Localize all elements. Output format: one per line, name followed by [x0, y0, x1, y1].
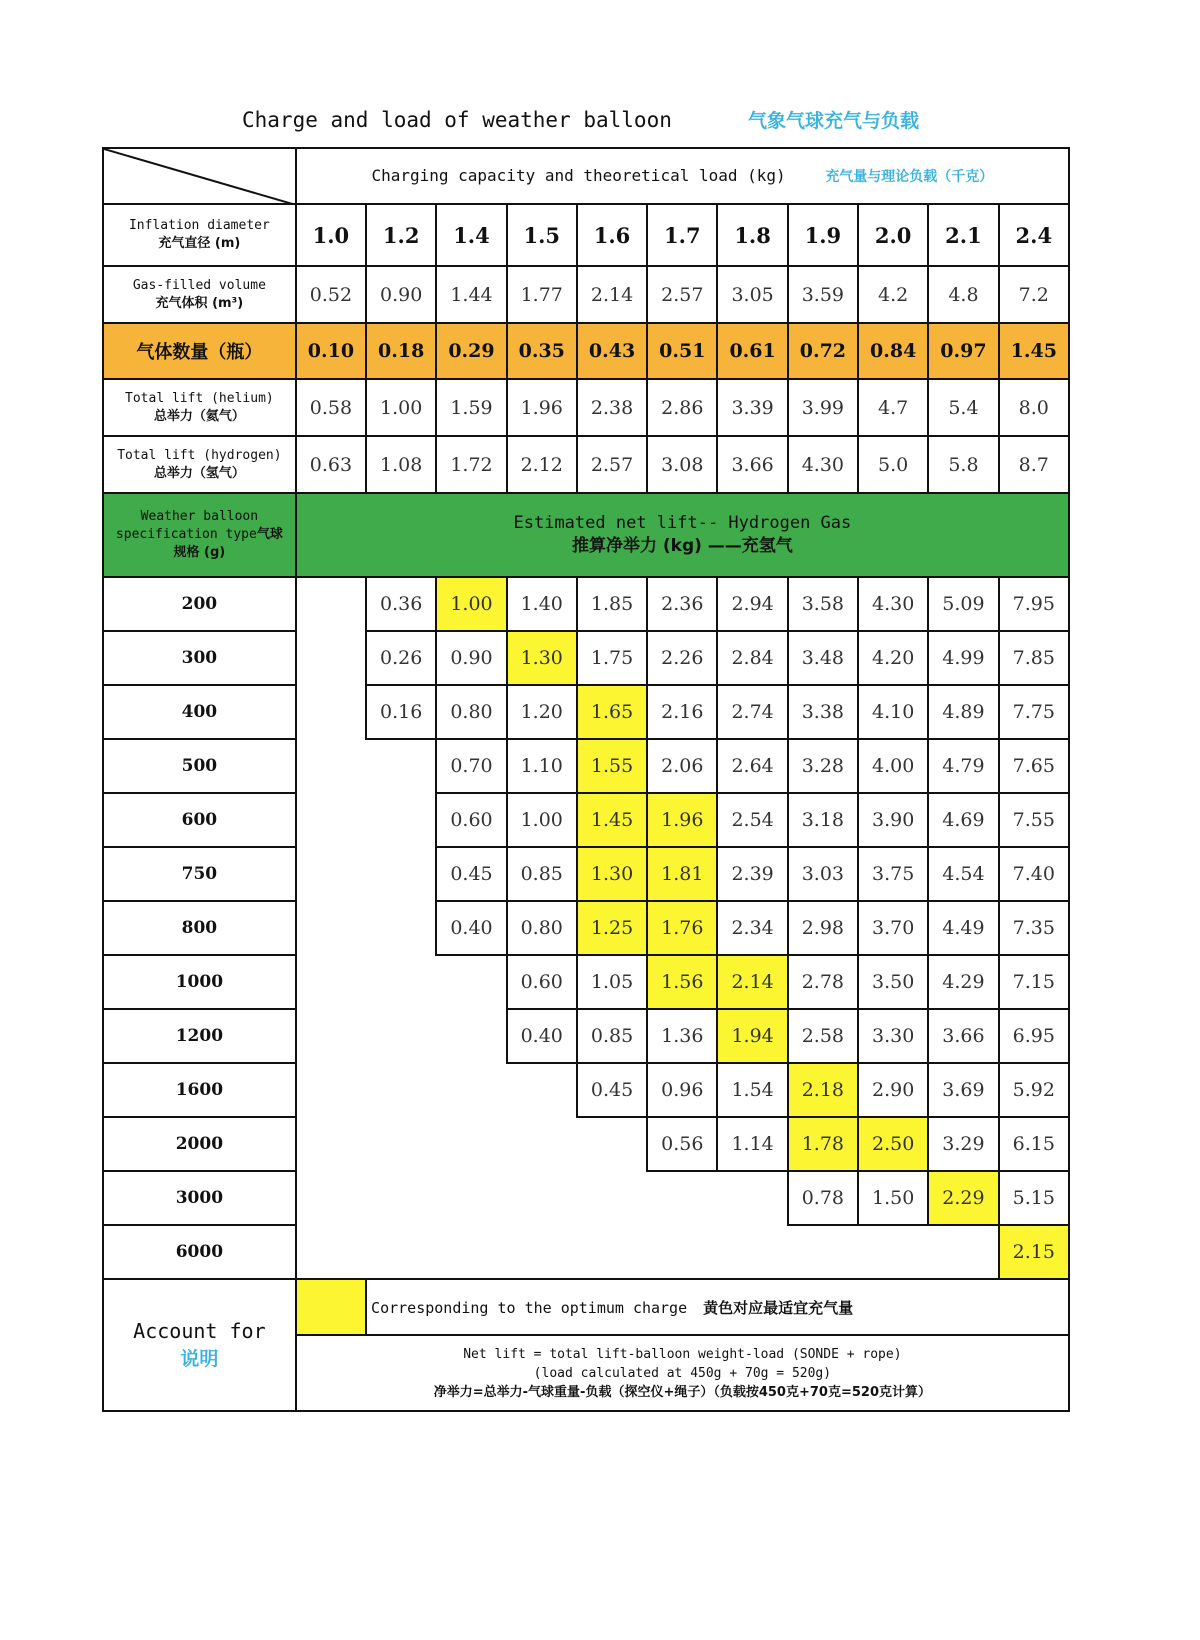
legend-text-en: Corresponding to the optimum charge	[371, 1298, 688, 1317]
net-lift-value: 2.90	[858, 1063, 928, 1117]
diameter-label-en: Inflation diameter	[128, 218, 270, 233]
helium-label-en: Total lift (helium)	[125, 390, 274, 406]
diameter-value: 1.9	[788, 204, 858, 266]
empty-cell	[507, 1225, 577, 1279]
diameter-row	[103, 204, 1069, 266]
empty-cell	[858, 1225, 928, 1279]
net-lift-value: 4.49	[928, 901, 998, 955]
net-lift-optimum-value: 2.50	[858, 1117, 928, 1171]
net-lift-value: 3.29	[928, 1117, 998, 1171]
net-lift-value: 7.40	[999, 847, 1069, 901]
balloon-weight: 600	[103, 793, 296, 847]
balloon-weight: 400	[103, 685, 296, 739]
bottles-value: 0.43	[577, 323, 647, 379]
net-lift-value: 3.38	[788, 685, 858, 739]
spec-header-row	[103, 493, 1069, 577]
net-lift-value: 7.95	[999, 577, 1069, 631]
net-lift-value: 4.30	[858, 577, 928, 631]
net-lift-value: 1.14	[717, 1117, 787, 1171]
net-lift-value: 3.90	[858, 793, 928, 847]
net-lift-value: 4.79	[928, 739, 998, 793]
title-row	[0, 102, 1200, 142]
empty-cell	[366, 793, 436, 847]
net-lift-value: 0.16	[366, 685, 436, 739]
net-lift-value: 3.58	[788, 577, 858, 631]
empty-cell	[436, 1117, 506, 1171]
net-lift-value: 2.54	[717, 793, 787, 847]
empty-cell	[717, 1171, 787, 1225]
helium-value: 8.0	[999, 379, 1069, 436]
diameter-value: 1.5	[507, 204, 577, 266]
balloon-weight: 6000	[103, 1225, 296, 1279]
empty-cell	[296, 955, 366, 1009]
balloon-weight: 200	[103, 577, 296, 631]
net-lift-value: 1.20	[507, 685, 577, 739]
net-lift-value: 1.10	[507, 739, 577, 793]
net-lift-optimum-value: 1.76	[647, 901, 717, 955]
bottles-value: 0.84	[858, 323, 928, 379]
capacity-header-en: Charging capacity and theoretical load (kg)	[371, 166, 786, 185]
net-lift-optimum-value: 1.56	[647, 955, 717, 1009]
balloon-weight: 750	[103, 847, 296, 901]
net-lift-value: 2.64	[717, 739, 787, 793]
net-lift-value: 2.26	[647, 631, 717, 685]
balloon-weight: 300	[103, 631, 296, 685]
bottles-value: 0.51	[647, 323, 717, 379]
empty-cell	[296, 1009, 366, 1063]
net-lift-note	[296, 1335, 1069, 1411]
net-lift-value: 3.28	[788, 739, 858, 793]
spec-label-zh-inline: 气球	[256, 527, 283, 542]
balloon-weight: 1000	[103, 955, 296, 1009]
net-lift-optimum-value: 1.55	[577, 739, 647, 793]
net-lift-optimum-value: 1.00	[436, 577, 506, 631]
net-lift-value: 0.26	[366, 631, 436, 685]
helium-value: 3.39	[717, 379, 787, 436]
hydrogen-label	[103, 436, 296, 493]
net-lift-value: 0.85	[577, 1009, 647, 1063]
hydrogen-value: 5.0	[858, 436, 928, 493]
net-lift-optimum-value: 2.18	[788, 1063, 858, 1117]
net-lift-optimum-value: 1.94	[717, 1009, 787, 1063]
net-lift-value: 1.00	[507, 793, 577, 847]
empty-cell	[366, 1063, 436, 1117]
diameter-value: 1.2	[366, 204, 436, 266]
empty-cell	[296, 1117, 366, 1171]
bottles-value: 0.72	[788, 323, 858, 379]
balloon-weight: 1600	[103, 1063, 296, 1117]
empty-cell	[366, 901, 436, 955]
table-body	[103, 148, 1069, 1411]
balloon-weight: 2000	[103, 1117, 296, 1171]
empty-cell	[577, 1117, 647, 1171]
capacity-header	[296, 148, 1069, 204]
net-lift-row	[103, 631, 1069, 685]
net-lift-value: 4.69	[928, 793, 998, 847]
volume-label-zh: 充气体积 (m³)	[155, 295, 244, 311]
net-lift-value: 3.48	[788, 631, 858, 685]
net-lift-value: 2.84	[717, 631, 787, 685]
volume-value: 3.59	[788, 266, 858, 323]
bottles-value: 0.10	[296, 323, 366, 379]
net-lift-value: 4.00	[858, 739, 928, 793]
diameter-label	[103, 204, 296, 266]
net-lift-optimum-value: 2.14	[717, 955, 787, 1009]
net-lift-value: 0.45	[436, 847, 506, 901]
net-lift-value: 0.40	[436, 901, 506, 955]
helium-value: 3.99	[788, 379, 858, 436]
empty-cell	[436, 1225, 506, 1279]
hydrogen-value: 8.7	[999, 436, 1069, 493]
helium-value: 1.59	[436, 379, 506, 436]
hydrogen-value: 1.72	[436, 436, 506, 493]
helium-value: 2.86	[647, 379, 717, 436]
legend-text	[366, 1279, 1069, 1335]
empty-cell	[647, 1225, 717, 1279]
net-lift-value: 2.78	[788, 955, 858, 1009]
balloon-weight: 800	[103, 901, 296, 955]
net-lift-value: 0.85	[507, 847, 577, 901]
hydrogen-value: 3.08	[647, 436, 717, 493]
balloon-weight: 500	[103, 739, 296, 793]
diameter-label-zh: 充气直径 (m)	[158, 236, 241, 251]
balloon-weight: 3000	[103, 1171, 296, 1225]
page-title: Charge and load of weather balloon	[242, 108, 672, 132]
net-lift-optimum-value: 1.65	[577, 685, 647, 739]
volume-value: 7.2	[999, 266, 1069, 323]
hydrogen-value: 1.08	[366, 436, 436, 493]
empty-cell	[507, 1171, 577, 1225]
net-lift-row	[103, 1063, 1069, 1117]
empty-cell	[296, 1063, 366, 1117]
bottles-value: 0.35	[507, 323, 577, 379]
net-lift-value: 3.30	[858, 1009, 928, 1063]
empty-cell	[577, 1225, 647, 1279]
hydrogen-value: 2.57	[577, 436, 647, 493]
diameter-value: 1.8	[717, 204, 787, 266]
account-label-zh: 说明	[180, 1348, 219, 1370]
capacity-header-zh: 充气量与理论负载（千克）	[825, 169, 994, 185]
net-lift-value: 0.40	[507, 1009, 577, 1063]
net-lift-row	[103, 739, 1069, 793]
net-lift-row	[103, 1117, 1069, 1171]
net-lift-optimum-value: 1.96	[647, 793, 717, 847]
net-lift-optimum-value: 2.15	[999, 1225, 1069, 1279]
helium-label	[103, 379, 296, 436]
helium-value: 2.38	[577, 379, 647, 436]
empty-cell	[296, 1171, 366, 1225]
spec-label-en: Weather balloon specification type	[115, 509, 259, 542]
diagonal-line-icon	[104, 149, 296, 204]
empty-cell	[366, 1117, 436, 1171]
diameter-value: 1.7	[647, 204, 717, 266]
helium-row	[103, 379, 1069, 436]
net-lift-value: 0.78	[788, 1171, 858, 1225]
empty-cell	[366, 1225, 436, 1279]
net-lift-value: 5.92	[999, 1063, 1069, 1117]
spec-label-zh: 规格 (g)	[173, 545, 226, 560]
empty-cell	[507, 1117, 577, 1171]
net-lift-value: 0.45	[577, 1063, 647, 1117]
net-lift-value: 3.50	[858, 955, 928, 1009]
net-lift-row	[103, 685, 1069, 739]
empty-cell	[436, 955, 506, 1009]
helium-value: 0.58	[296, 379, 366, 436]
account-label	[103, 1279, 296, 1411]
net-lift-value: 7.15	[999, 955, 1069, 1009]
net-lift-value: 4.29	[928, 955, 998, 1009]
volume-row	[103, 266, 1069, 323]
net-lift-value: 2.16	[647, 685, 717, 739]
net-lift-value: 6.95	[999, 1009, 1069, 1063]
net-lift-value: 0.80	[507, 901, 577, 955]
net-lift-value: 2.36	[647, 577, 717, 631]
volume-label-en: Gas-filled volume	[132, 277, 266, 293]
spec-label	[103, 493, 296, 577]
net-lift-value: 1.85	[577, 577, 647, 631]
empty-cell	[296, 901, 366, 955]
header-row	[103, 148, 1069, 204]
note-line-2: (load calculated at 450g + 70g = 520g)	[533, 1365, 832, 1381]
net-lift-header	[296, 493, 1069, 577]
empty-cell	[296, 631, 366, 685]
volume-value: 1.44	[436, 266, 506, 323]
empty-cell	[296, 739, 366, 793]
net-lift-value: 7.35	[999, 901, 1069, 955]
net-lift-value: 7.55	[999, 793, 1069, 847]
helium-label-zh: 总举力（氦气）	[153, 408, 245, 424]
empty-cell	[577, 1171, 647, 1225]
net-lift-value: 3.03	[788, 847, 858, 901]
net-lift-value: 2.94	[717, 577, 787, 631]
empty-cell	[436, 1171, 506, 1225]
bottles-value: 0.97	[928, 323, 998, 379]
net-lift-value: 0.70	[436, 739, 506, 793]
net-lift-value: 6.15	[999, 1117, 1069, 1171]
empty-cell	[366, 955, 436, 1009]
volume-value: 4.2	[858, 266, 928, 323]
net-lift-value: 1.75	[577, 631, 647, 685]
page-title-zh: 气象气球充气与负载	[748, 110, 920, 132]
net-lift-value: 1.40	[507, 577, 577, 631]
volume-value: 1.77	[507, 266, 577, 323]
net-lift-value: 4.99	[928, 631, 998, 685]
empty-cell	[647, 1171, 717, 1225]
net-lift-row	[103, 577, 1069, 631]
empty-cell	[507, 1063, 577, 1117]
net-lift-value: 7.65	[999, 739, 1069, 793]
bottles-value: 0.61	[717, 323, 787, 379]
empty-cell	[928, 1225, 998, 1279]
net-lift-optimum-value: 1.30	[577, 847, 647, 901]
net-lift-value: 3.18	[788, 793, 858, 847]
net-lift-row	[103, 901, 1069, 955]
net-lift-value: 0.96	[647, 1063, 717, 1117]
diameter-value: 2.0	[858, 204, 928, 266]
note-line-1: Net lift = total lift-balloon weight-load (SONDE + rope)	[463, 1346, 902, 1362]
net-lift-value: 4.54	[928, 847, 998, 901]
hydrogen-value: 0.63	[296, 436, 366, 493]
net-lift-value: 4.20	[858, 631, 928, 685]
net-lift-value: 7.85	[999, 631, 1069, 685]
net-lift-row	[103, 1009, 1069, 1063]
balloon-weight: 1200	[103, 1009, 296, 1063]
net-lift-value: 0.90	[436, 631, 506, 685]
volume-value: 2.14	[577, 266, 647, 323]
net-lift-header-en: Estimated net lift-- Hydrogen Gas	[513, 513, 852, 533]
net-lift-row	[103, 1225, 1069, 1279]
diameter-value: 1.6	[577, 204, 647, 266]
net-lift-value: 3.70	[858, 901, 928, 955]
note-line-zh: 净举力=总举力-气球重量-负载（探空仪+绳子）（负载按450克+70克=520克计算）	[433, 1384, 931, 1400]
net-lift-value: 4.89	[928, 685, 998, 739]
empty-cell	[296, 1225, 366, 1279]
net-lift-row	[103, 847, 1069, 901]
empty-cell	[296, 577, 366, 631]
bottles-value: 0.18	[366, 323, 436, 379]
net-lift-value: 4.10	[858, 685, 928, 739]
net-lift-value: 2.39	[717, 847, 787, 901]
net-lift-optimum-value: 1.81	[647, 847, 717, 901]
diameter-value: 2.1	[928, 204, 998, 266]
volume-value: 2.57	[647, 266, 717, 323]
bottles-value: 0.29	[436, 323, 506, 379]
bottles-label	[103, 323, 296, 379]
net-lift-value: 3.66	[928, 1009, 998, 1063]
helium-value: 1.00	[366, 379, 436, 436]
net-lift-value: 0.36	[366, 577, 436, 631]
net-lift-value: 2.98	[788, 901, 858, 955]
balloon-table	[102, 147, 1070, 1412]
diameter-value: 1.0	[296, 204, 366, 266]
net-lift-value: 0.80	[436, 685, 506, 739]
net-lift-value: 2.74	[717, 685, 787, 739]
empty-cell	[436, 1009, 506, 1063]
bottles-value: 1.45	[999, 323, 1069, 379]
net-lift-value: 2.58	[788, 1009, 858, 1063]
net-lift-value: 5.09	[928, 577, 998, 631]
net-lift-value: 2.06	[647, 739, 717, 793]
net-lift-value: 1.54	[717, 1063, 787, 1117]
legend-swatch	[296, 1279, 366, 1335]
net-lift-row	[103, 793, 1069, 847]
hydrogen-value: 4.30	[788, 436, 858, 493]
net-lift-value: 0.60	[507, 955, 577, 1009]
net-lift-value: 7.75	[999, 685, 1069, 739]
net-lift-row	[103, 955, 1069, 1009]
empty-cell	[296, 685, 366, 739]
empty-cell	[717, 1225, 787, 1279]
net-lift-value: 3.69	[928, 1063, 998, 1117]
net-lift-optimum-value: 1.78	[788, 1117, 858, 1171]
helium-value: 5.4	[928, 379, 998, 436]
empty-cell	[296, 847, 366, 901]
hydrogen-row	[103, 436, 1069, 493]
empty-cell	[436, 1063, 506, 1117]
helium-value: 4.7	[858, 379, 928, 436]
legend-row	[103, 1279, 1069, 1335]
volume-value: 0.90	[366, 266, 436, 323]
empty-cell	[366, 1009, 436, 1063]
empty-cell	[366, 739, 436, 793]
net-lift-optimum-value: 2.29	[928, 1171, 998, 1225]
net-lift-value: 0.56	[647, 1117, 717, 1171]
net-lift-value: 3.75	[858, 847, 928, 901]
net-lift-value: 1.05	[577, 955, 647, 1009]
net-lift-row	[103, 1171, 1069, 1225]
net-lift-optimum-value: 1.45	[577, 793, 647, 847]
volume-value: 3.05	[717, 266, 787, 323]
diameter-value: 1.4	[436, 204, 506, 266]
net-lift-optimum-value: 1.25	[577, 901, 647, 955]
helium-value: 1.96	[507, 379, 577, 436]
volume-value: 4.8	[928, 266, 998, 323]
account-label-en: Account for	[133, 1319, 266, 1343]
bottles-label-zh: 气体数量（瓶）	[136, 342, 263, 363]
net-lift-optimum-value: 1.30	[507, 631, 577, 685]
empty-cell	[366, 1171, 436, 1225]
net-lift-value: 2.34	[717, 901, 787, 955]
hydrogen-label-en: Total lift (hydrogen)	[117, 447, 282, 463]
legend-text-zh: 黄色对应最适宜充气量	[703, 1298, 854, 1317]
empty-cell	[366, 847, 436, 901]
hydrogen-value: 2.12	[507, 436, 577, 493]
net-lift-value: 1.50	[858, 1171, 928, 1225]
volume-value: 0.52	[296, 266, 366, 323]
net-lift-value: 5.15	[999, 1171, 1069, 1225]
bottles-row	[103, 323, 1069, 379]
volume-label	[103, 266, 296, 323]
corner-cell	[103, 148, 296, 204]
empty-cell	[788, 1225, 858, 1279]
net-lift-header-zh: 推算净举力 (kg) ——充氢气	[571, 536, 793, 556]
empty-cell	[296, 793, 366, 847]
hydrogen-value: 5.8	[928, 436, 998, 493]
net-lift-value: 0.60	[436, 793, 506, 847]
net-lift-value: 1.36	[647, 1009, 717, 1063]
diameter-value: 2.4	[999, 204, 1069, 266]
hydrogen-value: 3.66	[717, 436, 787, 493]
hydrogen-label-zh: 总举力（氢气）	[153, 465, 245, 481]
